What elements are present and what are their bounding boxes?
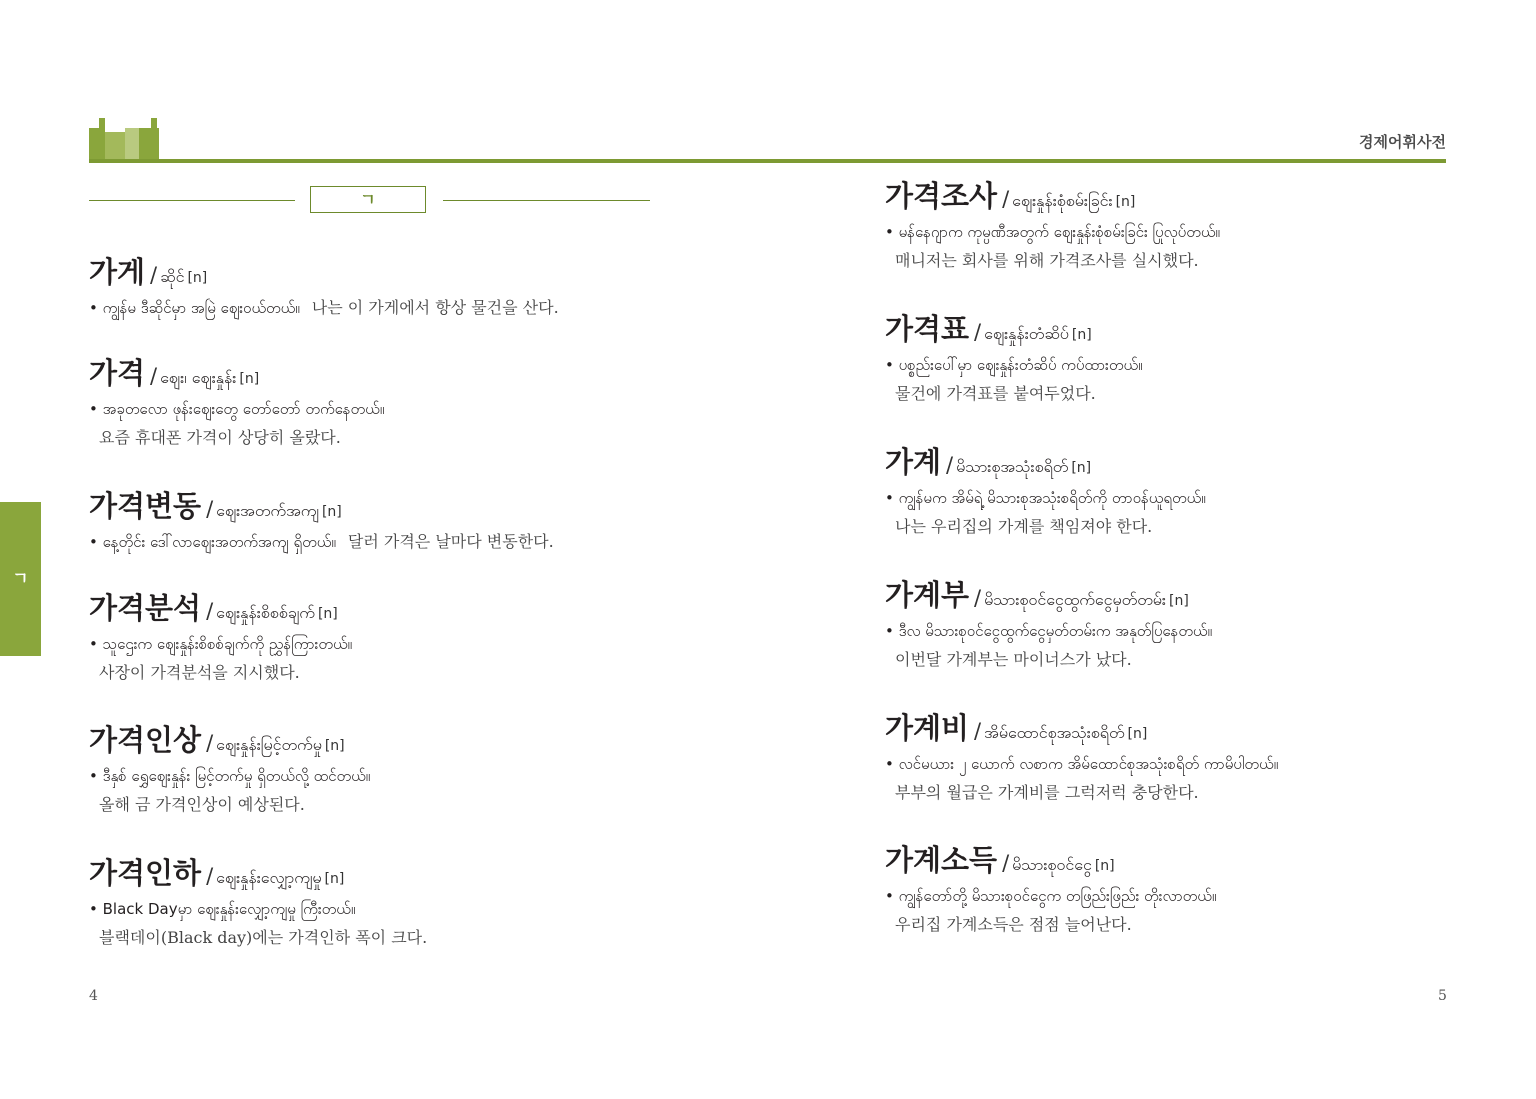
part-of-speech: [n] bbox=[324, 738, 345, 754]
dictionary-entry: 가격분석 / ဈေးနှုန်းစိစစ်ချက် [n] • သူဌေးက ဈေးနှုန်းစိစစ်ချက်ကို ညွှန်ကြားတယ်။ 사장이 가격분석을 지시했다. bbox=[89, 590, 709, 684]
example-korean: 이번달 가계부는 마이너스가 났다. bbox=[895, 650, 1132, 669]
part-of-speech: [n] bbox=[1071, 327, 1092, 343]
part-of-speech: [n] bbox=[317, 606, 338, 622]
myanmar-meaning: မိသားစုအသုံးစရိတ် bbox=[956, 457, 1069, 476]
dictionary-entry: 가계비 / အိမ်ထောင်စုအသုံးစရိတ် [n] • လင်မယား ၂ ယောက် လစာက အိမ်ထောင်စုအသုံးစရိတ် ကာမိပါတယ်။ 부부의 월급은 가계비를 그럭저럭 충당한다. bbox=[885, 710, 1505, 804]
part-of-speech: [n] bbox=[1115, 194, 1136, 210]
example-korean: 우리집 가계소득은 점점 늘어난다. bbox=[895, 915, 1132, 934]
headword: 가계비 bbox=[885, 711, 970, 745]
example-korean: 나는 이 가게에서 항상 물건을 산다. bbox=[311, 298, 559, 317]
part-of-speech: [n] bbox=[1094, 858, 1115, 874]
example-korean: 사장이 가격분석을 지시했다. bbox=[99, 663, 300, 682]
headword: 가격조사 bbox=[885, 179, 998, 213]
dictionary-entry: 가계 / မိသားစုအသုံးစရိတ် [n] • ကျွန်မက အိမ်ရဲ့ မိသားစုအသုံးစရိတ်ကို တာဝန်ယူရတယ်။ 나는 우리집의 가계를 책임져야 한다. bbox=[885, 444, 1505, 538]
example-myanmar: • Black Dayမှာ ဈေးနှုန်းလျှော့ကျမှု ကြီးတယ်။ bbox=[89, 900, 356, 918]
header-decoration bbox=[89, 118, 161, 160]
myanmar-meaning: အိမ်ထောင်စုအသုံးစရိတ် bbox=[984, 723, 1125, 742]
headword: 가게 bbox=[89, 255, 146, 289]
dictionary-entry: 가격조사 / ဈေးနှုန်းစုံစမ်းခြင်း [n] • မန်နေဂျာက ကုမ္ပဏီအတွက် ဈေးနှုန်းစုံစမ်းခြင်း ပြုလုပ်တယ်။ 매니저는 회사를 위해 가격조사를 실시했다. bbox=[885, 178, 1505, 272]
section-line-right bbox=[443, 200, 650, 201]
part-of-speech: [n] bbox=[1071, 460, 1092, 476]
section-line-left bbox=[89, 200, 295, 201]
header-rule bbox=[89, 159, 1446, 163]
myanmar-meaning: ဈေးအတက်အကျ bbox=[216, 501, 319, 520]
example-korean: 요즘 휴대폰 가격이 상당히 올랐다. bbox=[99, 428, 341, 447]
part-of-speech: [n] bbox=[1127, 726, 1148, 742]
part-of-speech: [n] bbox=[1168, 593, 1189, 609]
part-of-speech: [n] bbox=[239, 371, 260, 387]
headword: 가격 bbox=[89, 356, 146, 390]
dictionary-entry: 가격변동 / ဈေးအတက်အကျ [n] • နေ့တိုင်း ဒေါ်လာဈေးအတက်အကျ ရှိတယ်။ 달러 가격은 날마다 변동한다. bbox=[89, 489, 554, 551]
part-of-speech: [n] bbox=[321, 504, 342, 520]
section-label: ㄱ bbox=[310, 186, 426, 213]
example-myanmar: • ကျွန်တော်တို့ မိသားစုဝင်ငွေက တဖြည်းဖြည်း တိုးလာတယ်။ bbox=[885, 887, 1217, 905]
page-number-right: 5 bbox=[1438, 988, 1447, 1004]
example-korean: 물건에 가격표를 붙여두었다. bbox=[895, 384, 1096, 403]
headword: 가격인상 bbox=[89, 723, 202, 757]
myanmar-meaning: မိသားစုဝင်ငွေထွက်ငွေမှတ်တမ်း bbox=[984, 590, 1166, 609]
dictionary-entry: 가격인하 / ဈေးနှုန်းလျှော့ကျမှု [n] • Black Dayမှာ ဈေးနှုန်းလျှော့ကျမှု ကြီးတယ်။ 블랙데이(Black day)에는 가격인하 폭이 크다. bbox=[89, 855, 709, 949]
myanmar-meaning: ဈေးနှုန်းတံဆိပ် bbox=[984, 324, 1069, 343]
example-korean: 달러 가격은 날마다 변동한다. bbox=[347, 532, 554, 551]
myanmar-meaning: ဈေးနှုန်းလျှော့ကျမှု bbox=[216, 868, 322, 887]
dictionary-entry: 가게 / ဆိုင် [n] • ကျွန်မ ဒီဆိုင်မှာ အမြဲ ဈေးဝယ်တယ်။ 나는 이 가게에서 항상 물건을 산다. bbox=[89, 255, 559, 317]
myanmar-meaning: ဆိုင် bbox=[160, 267, 185, 286]
dictionary-entry: 가격 / ဈေး၊ ဈေးနှုန်း [n] • အခုတလော ဖုန်းဈေးတွေ တော်တော် တက်နေတယ်။ 요즘 휴대폰 가격이 상당히 올랐다. bbox=[89, 355, 709, 449]
dictionary-entry: 가격인상 / ဈေးနှုန်းမြင့်တက်မှု [n] • ဒီနှစ် ရွှေဈေးနှုန်း မြင့်တက်မှု ရှိတယ်လို့ ထင်တယ်။ 올해 금 가격인상이 예상된다. bbox=[89, 722, 709, 816]
myanmar-meaning: ဈေး၊ ဈေးနှုန်း bbox=[160, 368, 237, 387]
example-myanmar: • ပစ္စည်းပေါ်မှာ ဈေးနှုန်းတံဆိပ် ကပ်ထားတယ်။ bbox=[885, 356, 1143, 374]
myanmar-meaning: မိသားစုဝင်ငွေ bbox=[1012, 855, 1092, 874]
headword: 가격표 bbox=[885, 312, 970, 346]
example-korean: 나는 우리집의 가계를 책임져야 한다. bbox=[895, 517, 1153, 536]
dictionary-entry: 가격표 / ဈေးနှုန်းတံဆိပ် [n] • ပစ္စည်းပေါ်မှာ ဈေးနှုန်းတံဆိပ် ကပ်ထားတယ်။ 물건에 가격표를 붙여두었다. bbox=[885, 311, 1505, 405]
myanmar-meaning: ဈေးနှုန်းစိစစ်ချက် bbox=[216, 603, 315, 622]
example-korean: 올해 금 가격인상이 예상된다. bbox=[99, 795, 305, 814]
example-korean: 부부의 월급은 가계비를 그럭저럭 충당한다. bbox=[895, 783, 1199, 802]
headword: 가계부 bbox=[885, 578, 970, 612]
myanmar-meaning: ဈေးနှုန်းစုံစမ်းခြင်း bbox=[1012, 191, 1113, 210]
page-number-left: 4 bbox=[89, 988, 98, 1004]
example-myanmar: • ကျွန်မက အိမ်ရဲ့ မိသားစုအသုံးစရိတ်ကို တာဝန်ယူရတယ်။ bbox=[885, 489, 1206, 507]
example-myanmar: • နေ့တိုင်း ဒေါ်လာဈေးအတက်အကျ ရှိတယ်။ bbox=[89, 533, 336, 551]
example-myanmar: • ဒီနှစ် ရွှေဈေးနှုန်း မြင့်တက်မှု ရှိတယ်လို့ ထင်တယ်။ bbox=[89, 767, 371, 785]
example-myanmar: • အခုတလော ဖုန်းဈေးတွေ တော်တော် တက်နေတယ်။ bbox=[89, 400, 385, 418]
myanmar-meaning: ဈေးနှုန်းမြင့်တက်မှု bbox=[216, 735, 322, 754]
part-of-speech: [n] bbox=[324, 871, 345, 887]
example-korean: 매니저는 회사를 위해 가격조사를 실시했다. bbox=[895, 251, 1199, 270]
headword: 가계 bbox=[885, 445, 942, 479]
headword: 가격분석 bbox=[89, 591, 202, 625]
example-myanmar: • ကျွန်မ ဒီဆိုင်မှာ အမြဲ ဈေးဝယ်တယ်။ bbox=[89, 299, 300, 317]
section-tab[interactable]: ㄱ bbox=[0, 502, 41, 656]
example-myanmar: • ဒီလ မိသားစုဝင်ငွေထွက်ငွေမှတ်တမ်းက အနုတ်ပြနေတယ်။ bbox=[885, 622, 1213, 640]
example-myanmar: • သူဌေးက ဈေးနှုန်းစိစစ်ချက်ကို ညွှန်ကြားတယ်။ bbox=[89, 635, 353, 653]
book-title: 경제어휘사전 bbox=[1359, 133, 1446, 151]
dictionary-entry: 가계소득 / မိသားစုဝင်ငွေ [n] • ကျွန်တော်တို့ မိသားစုဝင်ငွေက တဖြည်းဖြည်း တိုးလာတယ်။ 우리집 가계소득은 점점 늘어난다. bbox=[885, 842, 1505, 936]
headword: 가격인하 bbox=[89, 856, 202, 890]
headword: 가격변동 bbox=[89, 489, 202, 523]
part-of-speech: [n] bbox=[187, 270, 208, 286]
headword: 가계소득 bbox=[885, 843, 998, 877]
dictionary-entry: 가계부 / မိသားစုဝင်ငွေထွက်ငွေမှတ်တမ်း [n] • ဒီလ မိသားစုဝင်ငွေထွက်ငွေမှတ်တမ်းက အနုတ်ပြနေတယ်။ 이번달 가계부는 마이너스가 났다. bbox=[885, 577, 1505, 671]
example-korean: 블랙데이(Black day)에는 가격인하 폭이 크다. bbox=[99, 928, 428, 947]
example-myanmar: • လင်မယား ၂ ယောက် လစာက အိမ်ထောင်စုအသုံးစရိတ် ကာမိပါတယ်။ bbox=[885, 755, 1279, 773]
example-myanmar: • မန်နေဂျာက ကုမ္ပဏီအတွက် ဈေးနှုန်းစုံစမ်းခြင်း ပြုလုပ်တယ်။ bbox=[885, 223, 1220, 241]
